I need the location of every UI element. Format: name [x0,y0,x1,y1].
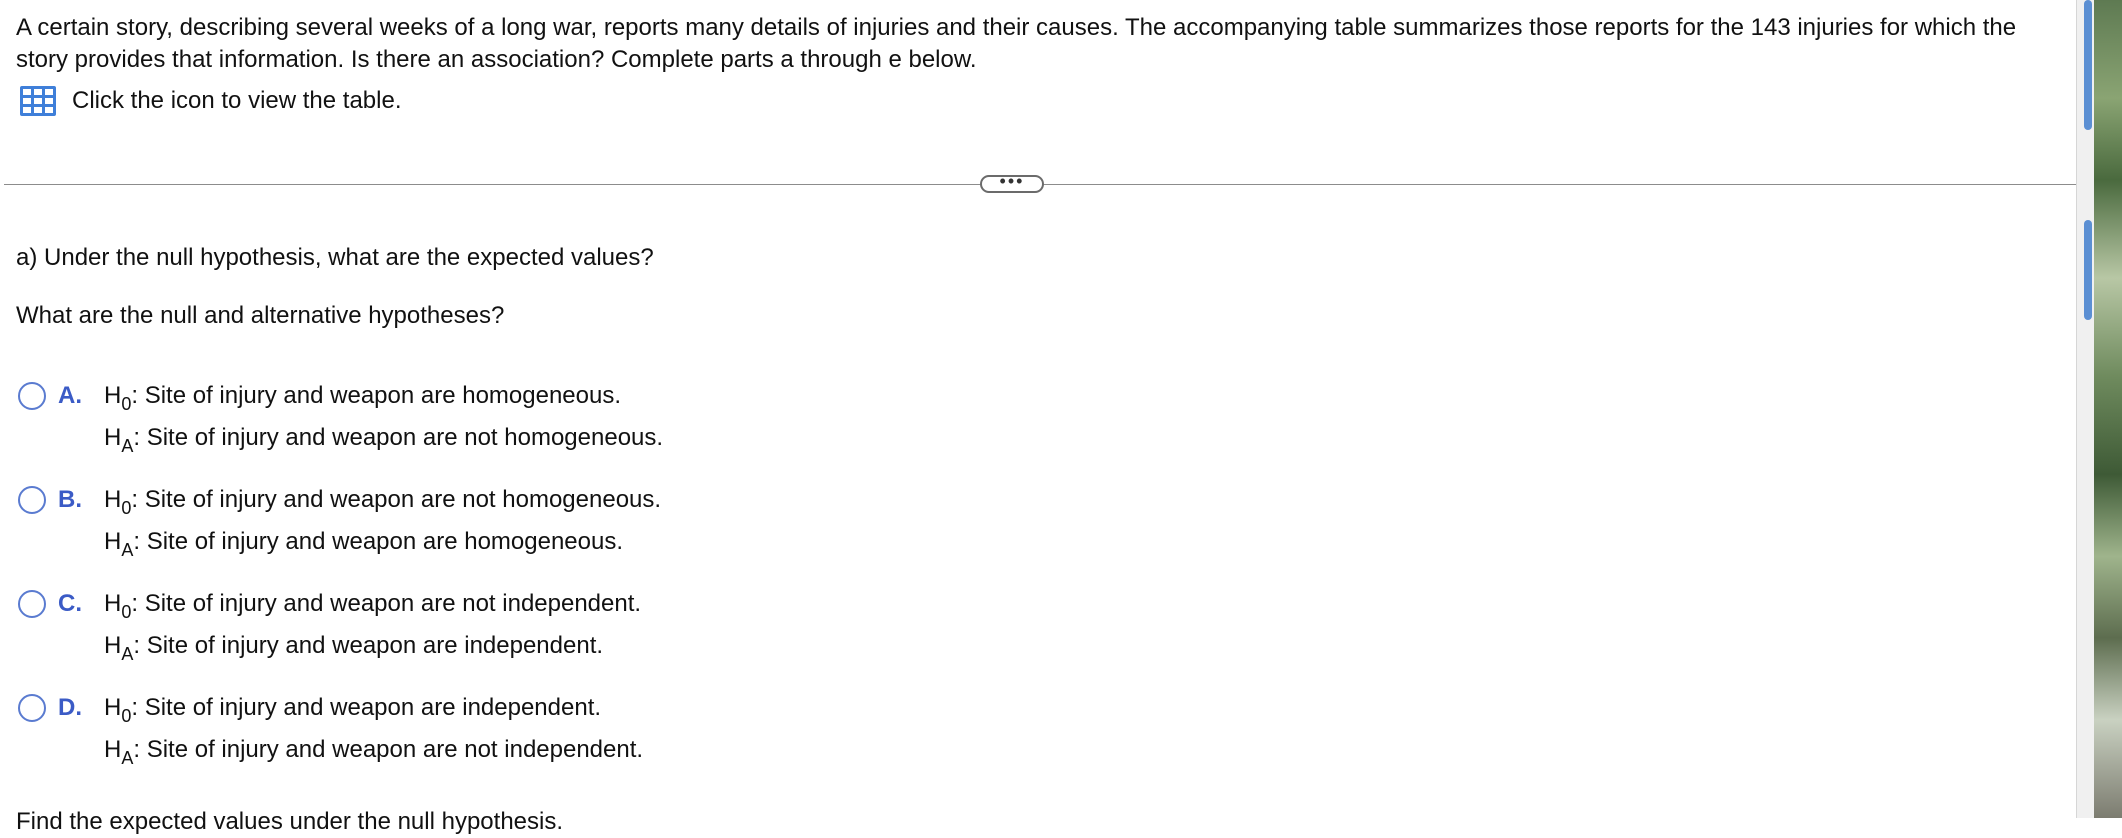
option-d-letter[interactable]: D. [58,694,82,721]
option-b-radio[interactable] [18,486,46,514]
view-table-label[interactable]: Click the icon to view the table. [72,87,402,114]
option-a-letter[interactable]: A. [58,382,82,409]
option-d[interactable] [18,688,918,772]
view-table-link[interactable] [18,84,402,118]
part-a-prompt: a) Under the null hypothesis, what are the expected values? [16,244,654,271]
option-b-alt-hypothesis[interactable]: $H_A$: Site of injury and weapon are homogeneous. [104,528,624,560]
option-b-letter[interactable]: B. [58,486,82,513]
option-d-radio[interactable] [18,694,46,722]
option-b[interactable] [18,480,918,564]
table-grid-icon[interactable] [18,85,58,117]
option-a-alt-hypothesis[interactable]: $H_A$: Site of injury and weapon are not homogeneous. [104,424,664,456]
next-prompt-cut: Find the expected values under the null hypothesis. [16,808,564,835]
option-d-null-hypothesis[interactable]: $H_0$: Site of injury and weapon are independent. [104,694,602,726]
option-d-alt-hypothesis[interactable]: $H_A$: Site of injury and weapon are not independent. [104,736,644,768]
option-a[interactable] [18,376,918,460]
background-photo-strip [2094,0,2122,818]
option-c-alt-hypothesis[interactable]: $H_A$: Site of injury and weapon are independent. [104,632,604,664]
option-b-null-hypothesis[interactable]: $H_0$: Site of injury and weapon are not homogeneous. [104,486,662,518]
ellipsis-icon[interactable]: ••• [999,171,1025,191]
scrollbar-thumb[interactable] [2084,0,2092,130]
option-a-radio[interactable] [18,382,46,410]
option-c-radio[interactable] [18,590,46,618]
option-c[interactable] [18,584,918,668]
option-a-null-hypothesis[interactable]: $H_0$: Site of injury and weapon are homogeneous. [104,382,622,414]
scrollbar-thumb-secondary[interactable] [2084,220,2092,320]
question-intro: A certain story, describing several weeks of a long war, reports many details of injuries and their causes. The accompanying table summarizes those reports for the 143 injuries for which the story provides that information. Is there an association? Complete parts a through e below. [16,14,2017,73]
option-c-letter[interactable]: C. [58,590,82,617]
hypotheses-prompt: What are the null and alternative hypotheses? [16,302,505,329]
option-c-null-hypothesis[interactable]: $H_0$: Site of injury and weapon are not independent. [104,590,642,622]
expand-more-button[interactable] [980,171,1044,193]
